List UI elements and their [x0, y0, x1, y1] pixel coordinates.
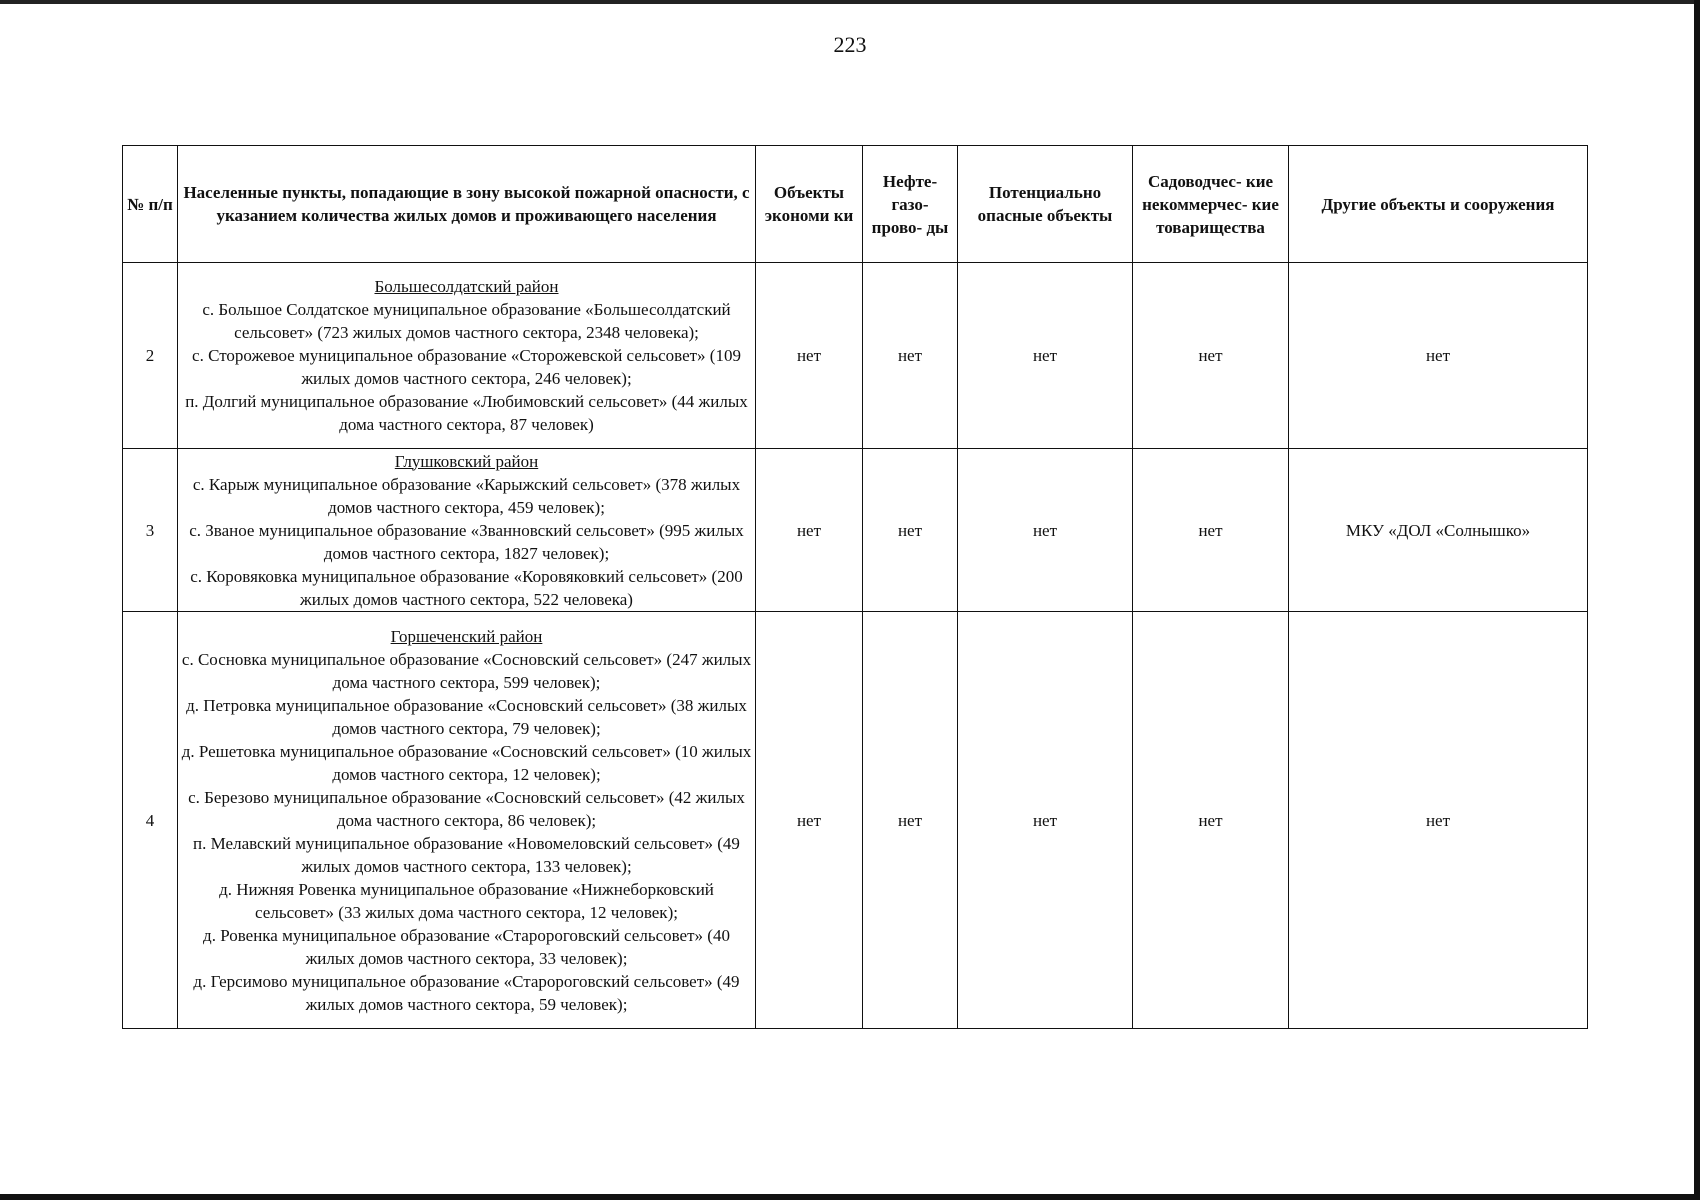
other-cell: нет: [1289, 612, 1588, 1029]
pipelines-cell: нет: [863, 263, 958, 449]
settlement-entry: д. Нижняя Ровенка муниципальное образование «Нижнеборковский сельсовет» (33 жилых дома частного сектора, 12 человек);: [219, 879, 714, 922]
settlements-cell: [178, 263, 756, 449]
settlement-entry: д. Решетовка муниципальное образование «Сосновский сельсовет» (10 жилых домов частного сектора, 12 человек);: [181, 741, 752, 784]
settlement-entry: с. Званое муниципальное образование «Званновский сельсовет» (995 жилых домов частного сектора, 1827 человек);: [189, 520, 744, 563]
pipelines-cell: нет: [863, 449, 958, 612]
row-num: 4: [123, 612, 178, 1029]
table-row: [123, 449, 1588, 612]
header-pipelines: Нефте- газо- прово- ды: [863, 146, 958, 263]
district-name: Глушковский район: [394, 451, 539, 471]
table-row: [123, 612, 1588, 1029]
economy-cell: нет: [756, 449, 863, 612]
settlement-entry: п. Мелавский муниципальное образование «Новомеловский сельсовет» (49 жилых домов частного сектора, 133 человек);: [193, 833, 740, 876]
gardening-cell: нет: [1133, 449, 1289, 612]
settlement-entry: с. Большое Солдатское муниципальное образование «Большесолдатский сельсовет» (723 жилых домов частного сектора, 2348 человека);: [202, 300, 731, 342]
settlement-entry: с. Коровяковка муниципальное образование «Коровяковкий сельсовет» (200 жилых домов частного сектора, 522 человека): [190, 566, 743, 609]
scan-border-top: [0, 0, 1700, 4]
row-num: 2: [123, 263, 178, 449]
settlement-entry: с. Сосновка муниципальное образование «Сосновский сельсовет» (247 жилых дома частного сектора, 599 человек);: [181, 649, 752, 692]
settlement-entry: д. Петровка муниципальное образование «Сосновский сельсовет» (38 жилых домов частного сектора, 79 человек);: [186, 695, 747, 738]
other-cell: МКУ «ДОЛ «Солнышко»: [1289, 449, 1588, 612]
page-number: 223: [833, 32, 867, 57]
settlement-entry: п. Долгий муниципальное образование «Любимовский сельсовет» (44 жилых дома частного сектора, 87 человек): [185, 392, 748, 434]
header-other: Другие объекты и сооружения: [1289, 146, 1588, 263]
hazardous-cell: нет: [958, 612, 1133, 1029]
gardening-cell: нет: [1133, 612, 1289, 1029]
header-settlements: Населенные пункты, попадающие в зону высокой пожарной опасности, с указанием количества жилых домов и проживающего населения: [178, 146, 756, 263]
gardening-cell: нет: [1133, 263, 1289, 449]
header-gardening: Садоводчес- кие некоммерчес- кие товарищества: [1133, 146, 1289, 263]
scan-border-right: [1694, 0, 1700, 1200]
hazardous-cell: нет: [958, 449, 1133, 612]
pipelines-cell: нет: [863, 612, 958, 1029]
settlements-cell: [178, 612, 756, 1029]
district-name: Горшеченский район: [390, 626, 543, 646]
settlement-entry: с. Карыж муниципальное образование «Карыжский сельсовет» (378 жилых домов частного сектора, 459 человек);: [192, 474, 741, 517]
economy-cell: нет: [756, 612, 863, 1029]
table-row: [123, 263, 1588, 449]
settlement-entry: с. Сторожевое муниципальное образование «Сторожевской сельсовет» (109 жилых домов частного сектора, 246 человек);: [192, 346, 741, 388]
header-hazardous: Потенциально опасные объекты: [958, 146, 1133, 263]
settlement-entry: с. Березово муниципальное образование «Сосновский сельсовет» (42 жилых дома частного сектора, 86 человек);: [188, 787, 745, 830]
economy-cell: нет: [756, 263, 863, 449]
other-cell: нет: [1289, 263, 1588, 449]
hazardous-cell: нет: [958, 263, 1133, 449]
row-num: 3: [123, 449, 178, 612]
table-header-row: [123, 146, 1588, 263]
settlements-cell: [178, 449, 756, 612]
settlement-entry: д. Ровенка муниципальное образование «Старороговский сельсовет» (40 жилых домов частного сектора, 33 человек);: [203, 925, 730, 968]
fire-hazard-table: [122, 145, 1588, 1029]
settlement-entry: д. Герсимово муниципальное образование «Старороговский сельсовет» (49 жилых домов частного сектора, 59 человек);: [193, 971, 740, 1014]
scan-border-bottom: [0, 1194, 1700, 1200]
header-num: № п/п: [123, 146, 178, 263]
district-name: Большесолдатский район: [374, 277, 559, 296]
header-economy: Объекты экономи ки: [756, 146, 863, 263]
